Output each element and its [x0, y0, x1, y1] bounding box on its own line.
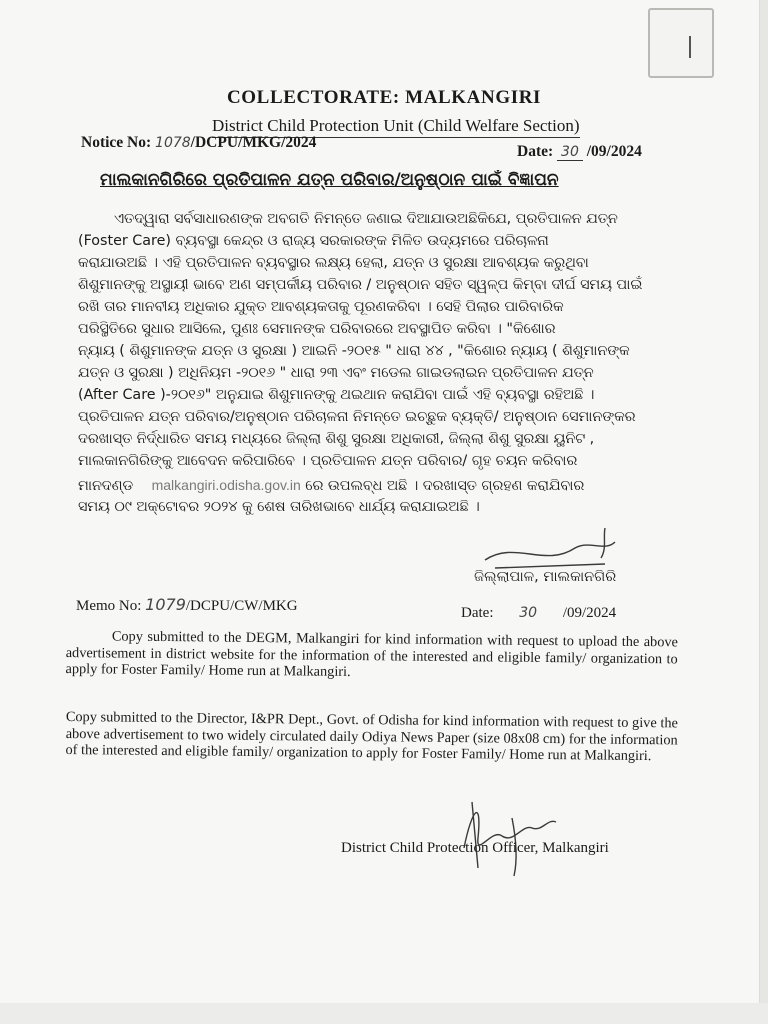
collector-designation: ଜିଲ୍ଲାପାଳ, ମାଲକାନଗିରି — [474, 569, 617, 585]
memo-date-suffix: /09/2024 — [562, 605, 617, 621]
memo-number — [76, 595, 298, 615]
odia-line: ମାଲକାନଗିରିଙ୍କୁ ଆବେଦନ କରିପାରିବେ । ପ୍ରତିପାଳନ ଯତ୍ନ ପରିବାର/ ଗୃହ ଚୟନ କରିବାର — [78, 453, 578, 469]
copy-paragraph-degm: Copy submitted to the DEGM, Malkangiri for kind information with request to upload the above advertisement in district website for the information of the interested and eligible family/ organization to apply for Foster Family/ Home run at Malkangiri. — [65, 628, 678, 680]
notice-date-label: Date: — [517, 143, 554, 160]
document-title: COLLECTORATE: MALKANGIRI — [226, 87, 542, 108]
website-link[interactable]: malkangiri.odisha.gov.in — [151, 477, 301, 493]
memo-date-label: Date: — [461, 605, 494, 621]
stapler-mark — [648, 8, 714, 78]
officer-designation: District Child Protection Officer, Malkangiri — [341, 840, 609, 856]
odia-line: (Foster Care) ବ୍ୟବସ୍ଥା କେନ୍ଦ୍ର ଓ ରାଜ୍ୟ ସରକାରଙ୍କ ମିଳିତ ଉଦ୍ୟମରେ ପରିଚାଳନା — [78, 233, 549, 249]
odia-line: ସମୟ ୦୯ ଅକ୍ଟୋବର ୨୦୨୪ କୁ ଶେଷ ତାରିଖଭାବେ ଧାର୍ଯ୍ୟ କରାଯାଇଅଛି । — [78, 499, 480, 515]
odia-line: ଦରଖାସ୍ତ ନିର୍ଦ୍ଧାରିତ ସମୟ ମଧ୍ୟରେ ଜିଲ୍ଲା ଶିଶୁ ସୁରକ୍ଷା ଅଧିକାରୀ, ଜିଲ୍ଲା ଶିଶୁ ସୁରକ୍ଷା ୟୁନିଟ , — [78, 431, 595, 447]
notice-date — [517, 143, 642, 161]
copy-paragraph-ipr: Copy submitted to the Director, I&PR Dept., Govt. of Odisha for kind information with request to give the above advertisement to two widely circulated daily Odiya News Paper (size 08x08 cm) for the information of the interested and eligible family/ organization to apply for Foster Family/ Home run at Malkangiri. — [65, 709, 678, 765]
odia-line: ପରିସ୍ଥିତିରେ ସୁଧାର ଆସିଲେ, ପୁଣଃ ସେମାନଙ୍କ ପରିବାରରେ ଅବସ୍ଥାପିତ କରିବା । "କିଶୋର — [78, 321, 556, 337]
odia-criteria-suffix: ରେ ଉପଲବ୍ଧ ଅଛି । ଦରଖାସ୍ତ ଗ୍ରହଣ କରାଯିବାର — [305, 478, 585, 494]
section-unit: District Child Protection Unit (Child Welfare Section) — [212, 116, 580, 138]
scan-bottom-edge — [0, 1003, 768, 1024]
notice-number-handwritten: 1078 — [155, 135, 191, 151]
odia-line: ରଖି ତାର ମାନବୀୟ ଅଧିକାର ଯୁକ୍ତ ଆବଶ୍ୟକତାକୁ ପୂରଣକରିବା । ସେହି ପିଲାର ପାରିବାରିକ — [78, 299, 564, 315]
notice-date-day: 30 — [557, 144, 583, 161]
odia-line: ଏତଦ୍ୱାରା ସର୍ବସାଧାରଣଙ୍କ ଅବଗତି ନିମନ୍ତେ ଜଣାଇ ଦିଆଯାଉଅଛିକିଯେ, ପ୍ରତିପାଳନ ଯତ୍ନ — [114, 211, 618, 227]
memo-date-day: 30 — [519, 605, 538, 621]
notice-label: Notice No: — [81, 134, 152, 151]
scan-edge — [759, 0, 768, 1024]
notice-date-suffix: /09/2024 — [586, 143, 642, 160]
odia-line: ଶିଶୁମାନଙ୍କୁ ଅସ୍ଥାୟୀ ଭାବେ ଅଣ ସମ୍ପର୍କୀୟ ପରିବାର / ଅନୁଷ୍ଠାନ ସହିତ ସ୍ୱଳ୍ପ କିମ୍ବା ଦୀର୍ଘ ସମୟ ପାଇଁ — [78, 277, 643, 293]
odia-line: ପ୍ରତିପାଳନ ଯତ୍ନ ପରିବାର/ଅନୁଷ୍ଠାନ ପରିଚାଳନା ନିମନ୍ତେ ଇଚ୍ଛୁକ ବ୍ୟକ୍ତି/ ଅନୁଷ୍ଠାନ ସେମାନଙ୍କର — [78, 409, 636, 425]
memo-number-handwritten: 1079 — [145, 595, 186, 614]
odia-line-criteria — [78, 475, 688, 496]
odia-line: (After Care )-୨୦୧୬" ଅନୁଯାଇ ଶିଶୁମାନଙ୍କୁ ଥଇଥାନ କରାଯିବା ପାଇଁ ଏହି ବ୍ୟବସ୍ଥା ରହିଅଛି । — [78, 387, 595, 403]
odia-heading: ମାଲକାନଗିରିରେ ପ୍ରତିପାଳନ ଯତ୍ନ ପରିବାର/ଅନୁଷ୍ଠାନ ପାଇଁ ବିଜ୍ଞାପନ — [100, 170, 559, 190]
officer-signature — [452, 788, 572, 878]
odia-criteria-prefix: ମାନଦଣ୍ଡ — [78, 478, 134, 494]
odia-line: ନ୍ୟାୟ ( ଶିଶୁମାନଙ୍କ ଯତ୍ନ ଓ ସୁରକ୍ଷା ) ଆଇନି -୨୦୧୫ " ଧାରା ୪୪ , "କିଶୋର ନ୍ୟାୟ ( ଶିଶୁମାନଙ୍କ — [78, 343, 630, 359]
notice-number — [81, 134, 316, 152]
memo-date — [461, 605, 616, 622]
notice-number-suffix: /DCPU/MKG/2024 — [190, 134, 317, 151]
odia-line: ଯତ୍ନ ଓ ସୁରକ୍ଷା ) ଅଧିନିୟମ -୨୦୧୬ " ଧାରା ୨୩ ଏବଂ ମଡେଲ ଗାଇଡଲାଇନ ପ୍ରତିପାଳନ ଯତ୍ନ — [78, 365, 594, 381]
memo-label: Memo No: — [76, 598, 142, 614]
memo-number-suffix: /DCPU/CW/MKG — [185, 598, 298, 614]
odia-line: କରାଯାଉଅଛି । ଏହି ପ୍ରତିପାଳନ ବ୍ୟବସ୍ଥାର ଲକ୍ଷ୍ୟ ହେଲା, ଯତ୍ନ ଓ ସୁରକ୍ଷା ଆବଶ୍ୟକ କରୁଥିବା — [78, 255, 589, 271]
